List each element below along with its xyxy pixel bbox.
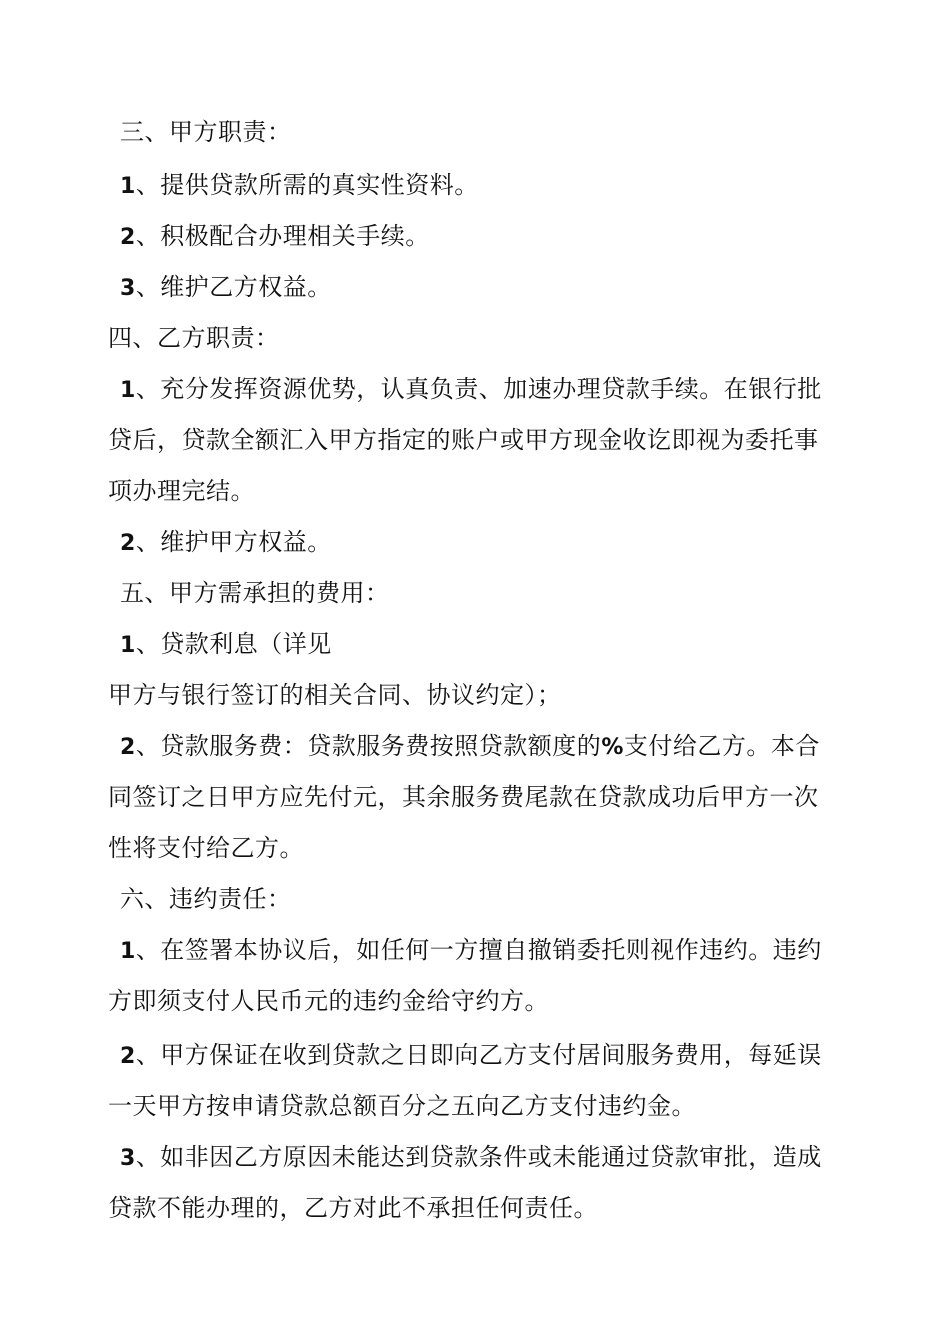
item-text: 、积极配合办理相关手续。: [135, 222, 430, 250]
item-text: 、维护乙方权益。: [135, 273, 332, 301]
item-text: 、维护甲方权益。: [135, 528, 332, 556]
section-6-item-3-line-1: [120, 1142, 822, 1174]
section-5-heading: 五、甲方需承担的费用：: [120, 579, 390, 607]
section-6-item-1-line-2: 方即须支付人民币元的违约金给守约方。: [108, 987, 549, 1015]
item-number: 1: [120, 633, 136, 658]
section-4-item-2: [120, 527, 332, 559]
item-number: 3: [120, 276, 136, 301]
item-number: 1: [120, 939, 136, 964]
section-3-item-1: [120, 170, 479, 202]
section-6-item-3-line-2: 贷款不能办理的，乙方对此不承担任何责任。: [108, 1194, 598, 1222]
item-text: 、甲方保证在收到贷款之日即向乙方支付居间服务费用，每延误: [135, 1041, 822, 1069]
item-text: 、如非因乙方原因未能达到贷款条件或未能通过贷款审批，造成: [135, 1143, 822, 1171]
item-text: 、贷款服务费：贷款服务费按照贷款额度的: [135, 732, 602, 760]
item-text: 、在签署本协议后，如任何一方擅自撤销委托则视作违约。违约: [135, 936, 822, 964]
item-text: 、提供贷款所需的真实性资料。: [135, 171, 479, 199]
section-4-heading: 四、乙方职责：: [108, 324, 280, 352]
section-5-item-1-line-2: 甲方与银行签订的相关合同、协议约定）；: [108, 681, 562, 709]
item-text: 、充分发挥资源优势，认真负责、加速办理贷款手续。在银行批: [135, 375, 822, 403]
section-5-item-1-line-1: [120, 629, 332, 661]
section-6-heading: 六、违约责任：: [120, 885, 292, 913]
item-number: 1: [120, 174, 136, 199]
item-text: 支付给乙方。本合: [623, 732, 820, 760]
item-text: 、贷款利息（详见: [135, 630, 332, 658]
section-6-item-2-line-2: 一天甲方按申请贷款总额百分之五向乙方支付违约金。: [108, 1092, 696, 1120]
section-3-item-3: [120, 272, 332, 304]
section-3-heading: 三、甲方职责：: [120, 118, 292, 146]
item-number: 2: [120, 531, 136, 556]
section-5-item-2-line-1: [120, 731, 820, 763]
item-number: 2: [120, 735, 136, 760]
section-4-item-1-line-2: 贷后，贷款全额汇入甲方指定的账户或甲方现金收讫即视为委托事: [108, 426, 819, 454]
section-5-item-2-line-2: 同签订之日甲方应先付元，其余服务费尾款在贷款成功后甲方一次: [108, 783, 819, 811]
section-4-item-1-line-3: 项办理完结。: [108, 477, 255, 505]
item-number: 2: [120, 1044, 136, 1069]
section-6-item-1-line-1: [120, 935, 822, 967]
item-number: 2: [120, 225, 136, 250]
item-number: 3: [120, 1146, 136, 1171]
item-number: 1: [120, 378, 136, 403]
section-5-item-2-line-3: 性将支付给乙方。: [108, 834, 304, 862]
section-6-item-2-line-1: [120, 1040, 822, 1072]
section-4-item-1-line-1: [120, 374, 822, 406]
section-3-item-2: [120, 221, 430, 253]
percent-sign: %: [601, 735, 624, 760]
